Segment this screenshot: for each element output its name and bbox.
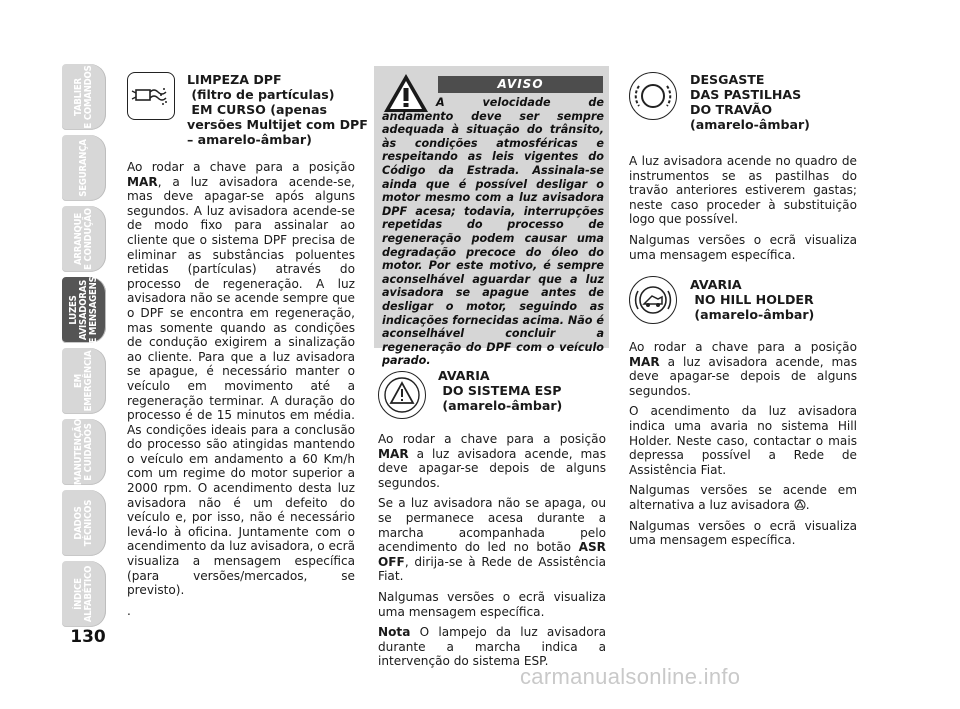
dpf-body: [127, 160, 355, 624]
tab-manutencao-cuidados[interactable]: [62, 419, 106, 485]
warning-title: AVISO: [438, 76, 603, 93]
dpf-paragraph-2: .: [127, 603, 131, 618]
tab-luzes-avisadoras[interactable]: [62, 277, 106, 343]
esp-paragraph-1: Ao rodar a chave para a posição MAR a luz avisadora acende, mas deve apagar-se depois de alguns segundos.: [378, 432, 606, 490]
brake-pad-wear-icon: [629, 72, 677, 120]
esp-heading: AVARIA DO SISTEMA ESP (amarelo-âmbar): [438, 368, 563, 413]
esp-paragraph-2: Se a luz avisadora não se apaga, ou se permanece acesa durante a marcha acompanhada pelo acendimento do led no botão ASR OFF, dirija-se à Rede de Assistência Fiat.: [378, 496, 606, 584]
tab-label: SEGURANÇA: [78, 139, 89, 197]
hill-holder-paragraph-4: Nalgumas versões o ecrã visualiza uma mensagem específica.: [629, 518, 857, 548]
brakes-paragraph-1: A luz avisadora acende no quadro de instrumentos se as pastilhas do travão anteriores estiverem gastas; neste caso proceder à substituição logo que possível.: [629, 154, 857, 227]
hill-holder-body: [629, 340, 857, 554]
brakes-heading: DESGASTE DAS PASTILHAS DO TRAVÃO (amarelo-âmbar): [690, 72, 810, 132]
dpf-heading: LIMPEZA DPF (filtro de partículas) EM CURSO (apenas versões Multijet com DPF – amarelo-âmbar): [187, 72, 368, 147]
hill-holder-icon: [629, 276, 677, 324]
tab-label: LUZES AVISADORAS E MENSAGENS: [68, 276, 99, 344]
hill-holder-paragraph-2: O acendimento da luz avisadora indica uma avaria no sistema Hill Holder. Neste caso, contactar o mais depressa possível a Rede de Assistência Fiat.: [629, 404, 857, 477]
tab-arranque-conducao[interactable]: [62, 206, 106, 272]
inline-warning-triangle-icon: [794, 498, 806, 512]
tab-label: DADOS TÉCNICOS: [73, 499, 94, 547]
esp-body: [378, 432, 606, 675]
tab-label: MANUTENÇÃO E CUIDADOS: [73, 418, 94, 486]
tab-seguranca[interactable]: [62, 135, 106, 201]
tab-label: ÍNDICE ALFABÉTICO: [73, 565, 94, 623]
tab-tablier-comandos[interactable]: [62, 64, 106, 130]
hill-holder-heading: AVARIA NO HILL HOLDER (amarelo-âmbar): [690, 277, 815, 322]
esp-paragraph-3: Nalgumas versões o ecrã visualiza uma mensagem específica.: [378, 589, 606, 619]
brakes-body: [629, 154, 857, 268]
esp-paragraph-4: Nota O lampejo da luz avisadora durante a marcha indica a intervenção do sistema ESP.: [378, 625, 606, 669]
watermark: carmanualsonline.info: [520, 664, 741, 689]
tab-label: ARRANQUE E CONDUÇÃO: [73, 208, 94, 270]
brakes-paragraph-2: Nalgumas versões o ecrã visualiza uma mensagem específica.: [629, 232, 857, 262]
esp-warning-triangle-icon: [378, 371, 426, 419]
warning-text: A velocidade de andamento deve ser sempre adequada à situação do trânsito, às condições atmosféricas e respeitando as leis vigentes do Código da Estrada. Assinala-se ainda que é possível desligar o motor mesmo com a luz avisadora DPF acesa; todavia, interrupções repetidas do processo de regeneração podem causar uma degradação precoce do óleo do motor. Por este motivo, é sempre aconselhável aguardar que a luz avisadora se apague antes de desligar o motor, seguindo as indicações fornecidas acima. Não é aconselhável concluir a regeneração do DPF com o veículo parado.: [382, 96, 604, 368]
tab-dados-tecnicos[interactable]: [62, 490, 106, 556]
warning-box: [374, 66, 609, 368]
tab-indice-alfabetico[interactable]: [62, 561, 106, 627]
dpf-filter-icon: [127, 72, 175, 120]
tab-em-emergencia[interactable]: [62, 348, 106, 414]
tab-label: EM EMERGÊNCIA: [73, 350, 94, 412]
page-number: 130: [70, 627, 106, 647]
hill-holder-paragraph-1: Ao rodar a chave para a posição MAR a luz avisadora acende, mas deve apagar-se depois de alguns segundos.: [629, 340, 857, 398]
dpf-paragraph-1: Ao rodar a chave para a posição MAR, a luz avisadora acende-se, mas deve apagar-se após alguns segundos. A luz avisadora acende-se de modo fixo para assinalar ao cliente que o sistema DPF precisa de eliminar as substâncias poluentes retidas (partículas) através do processo de regeneração. A luz avisadora não se acende sempre que o DPF se encontra em regeneração, mas somente quando as condições de condução exigirem a sinalização ao cliente. Para que a luz avisadora se apague, é necessário manter o veículo em movimento até a regeneração terminar. A duração do processo é de 15 minutos em média. As condições ideais para a conclusão do processo são atingidas mantendo o veículo em andamento a 60 Km/h com um regime do motor superior a 2000 rpm. O acendimento desta luz avisadora não é um defeito do veículo e, por isso, não é necessário levá-lo à oficina. Juntamente com o acendimento da luz avisadora, o ecrã visualiza a mensagem específica (para versões/mercados, se previsto).: [127, 160, 355, 598]
tab-label: TABLIER E COMANDOS: [73, 65, 94, 129]
hill-holder-paragraph-3: Nalgumas versões se acende em alternativa a luz avisadora .: [629, 483, 857, 512]
